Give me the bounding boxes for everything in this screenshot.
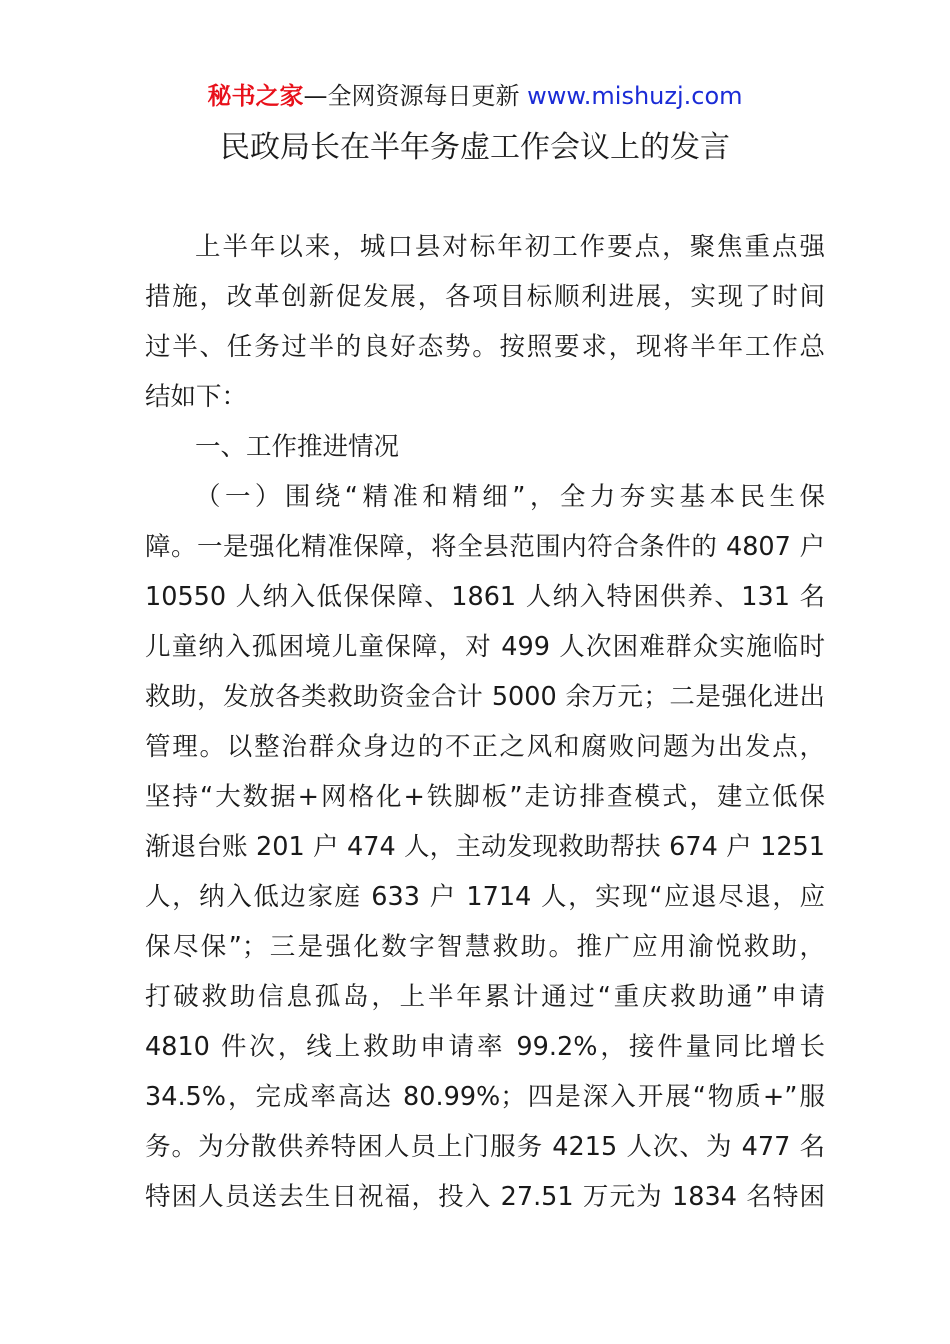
document-body: [145, 222, 825, 1222]
paragraph-line: 上半年以来，城口县对标年初工作要点，聚焦重点强: [195, 232, 825, 262]
paragraph-line: 坚持“大数据+网格化+铁脚板”走访排查模式，建立低保: [145, 782, 825, 812]
header-tagline: —全网资源每日更新: [303, 82, 520, 110]
paragraph-line: 过半、任务过半的良好态势。按照要求，现将半年工作总: [145, 332, 825, 362]
brand-name: 秘书之家: [207, 82, 304, 110]
paragraph-line: 务。为分散供养特困人员上门服务 4215 人次、为 477 名: [145, 1132, 825, 1162]
paragraph-line: 儿童纳入孤困境儿童保障，对 499 人次困难群众实施临时: [145, 632, 825, 662]
section-heading: 一、工作推进情况: [195, 432, 400, 462]
paragraph-line: 打破救助信息孤岛，上半年累计通过“重庆救助通”申请: [145, 982, 825, 1012]
paragraph-line: 结如下：: [145, 382, 248, 412]
paragraph-line: 措施，改革创新促发展，各项目标顺利进展，实现了时间: [145, 282, 825, 312]
site-header: [0, 78, 950, 114]
paragraph-line: 特困人员送去生日祝福，投入 27.51 万元为 1834 名特困: [145, 1182, 825, 1212]
paragraph-line: 障。一是强化精准保障，将全县范围内符合条件的 4807 户: [145, 532, 825, 562]
paragraph-line: （一）围绕“精准和精细”，全力夯实基本民生保: [195, 482, 825, 512]
paragraph-line: 10550 人纳入低保保障、1861 人纳入特困供养、131 名: [145, 582, 825, 612]
paragraph-line: 34.5%，完成率高达 80.99%；四是深入开展“物质+”服: [145, 1082, 825, 1112]
site-url-link[interactable]: www.mishuzj.com: [527, 82, 743, 110]
paragraph-line: 4810 件次，线上救助申请率 99.2%，接件量同比增长: [145, 1032, 825, 1062]
paragraph-line: 保尽保”；三是强化数字智慧救助。推广应用渝悦救助，: [145, 932, 825, 962]
paragraph-line: 渐退台账 201 户 474 人，主动发现救助帮扶 674 户 1251: [145, 832, 825, 862]
paragraph-line: 人，纳入低边家庭 633 户 1714 人，实现“应退尽退，应: [145, 882, 825, 912]
paragraph-line: 救助，发放各类救助资金合计 5000 余万元；二是强化进出: [145, 682, 825, 712]
document-title: 民政局长在半年务虚工作会议上的发言: [220, 130, 730, 165]
paragraph-line: 管理。以整治群众身边的不正之风和腐败问题为出发点，: [145, 732, 825, 762]
